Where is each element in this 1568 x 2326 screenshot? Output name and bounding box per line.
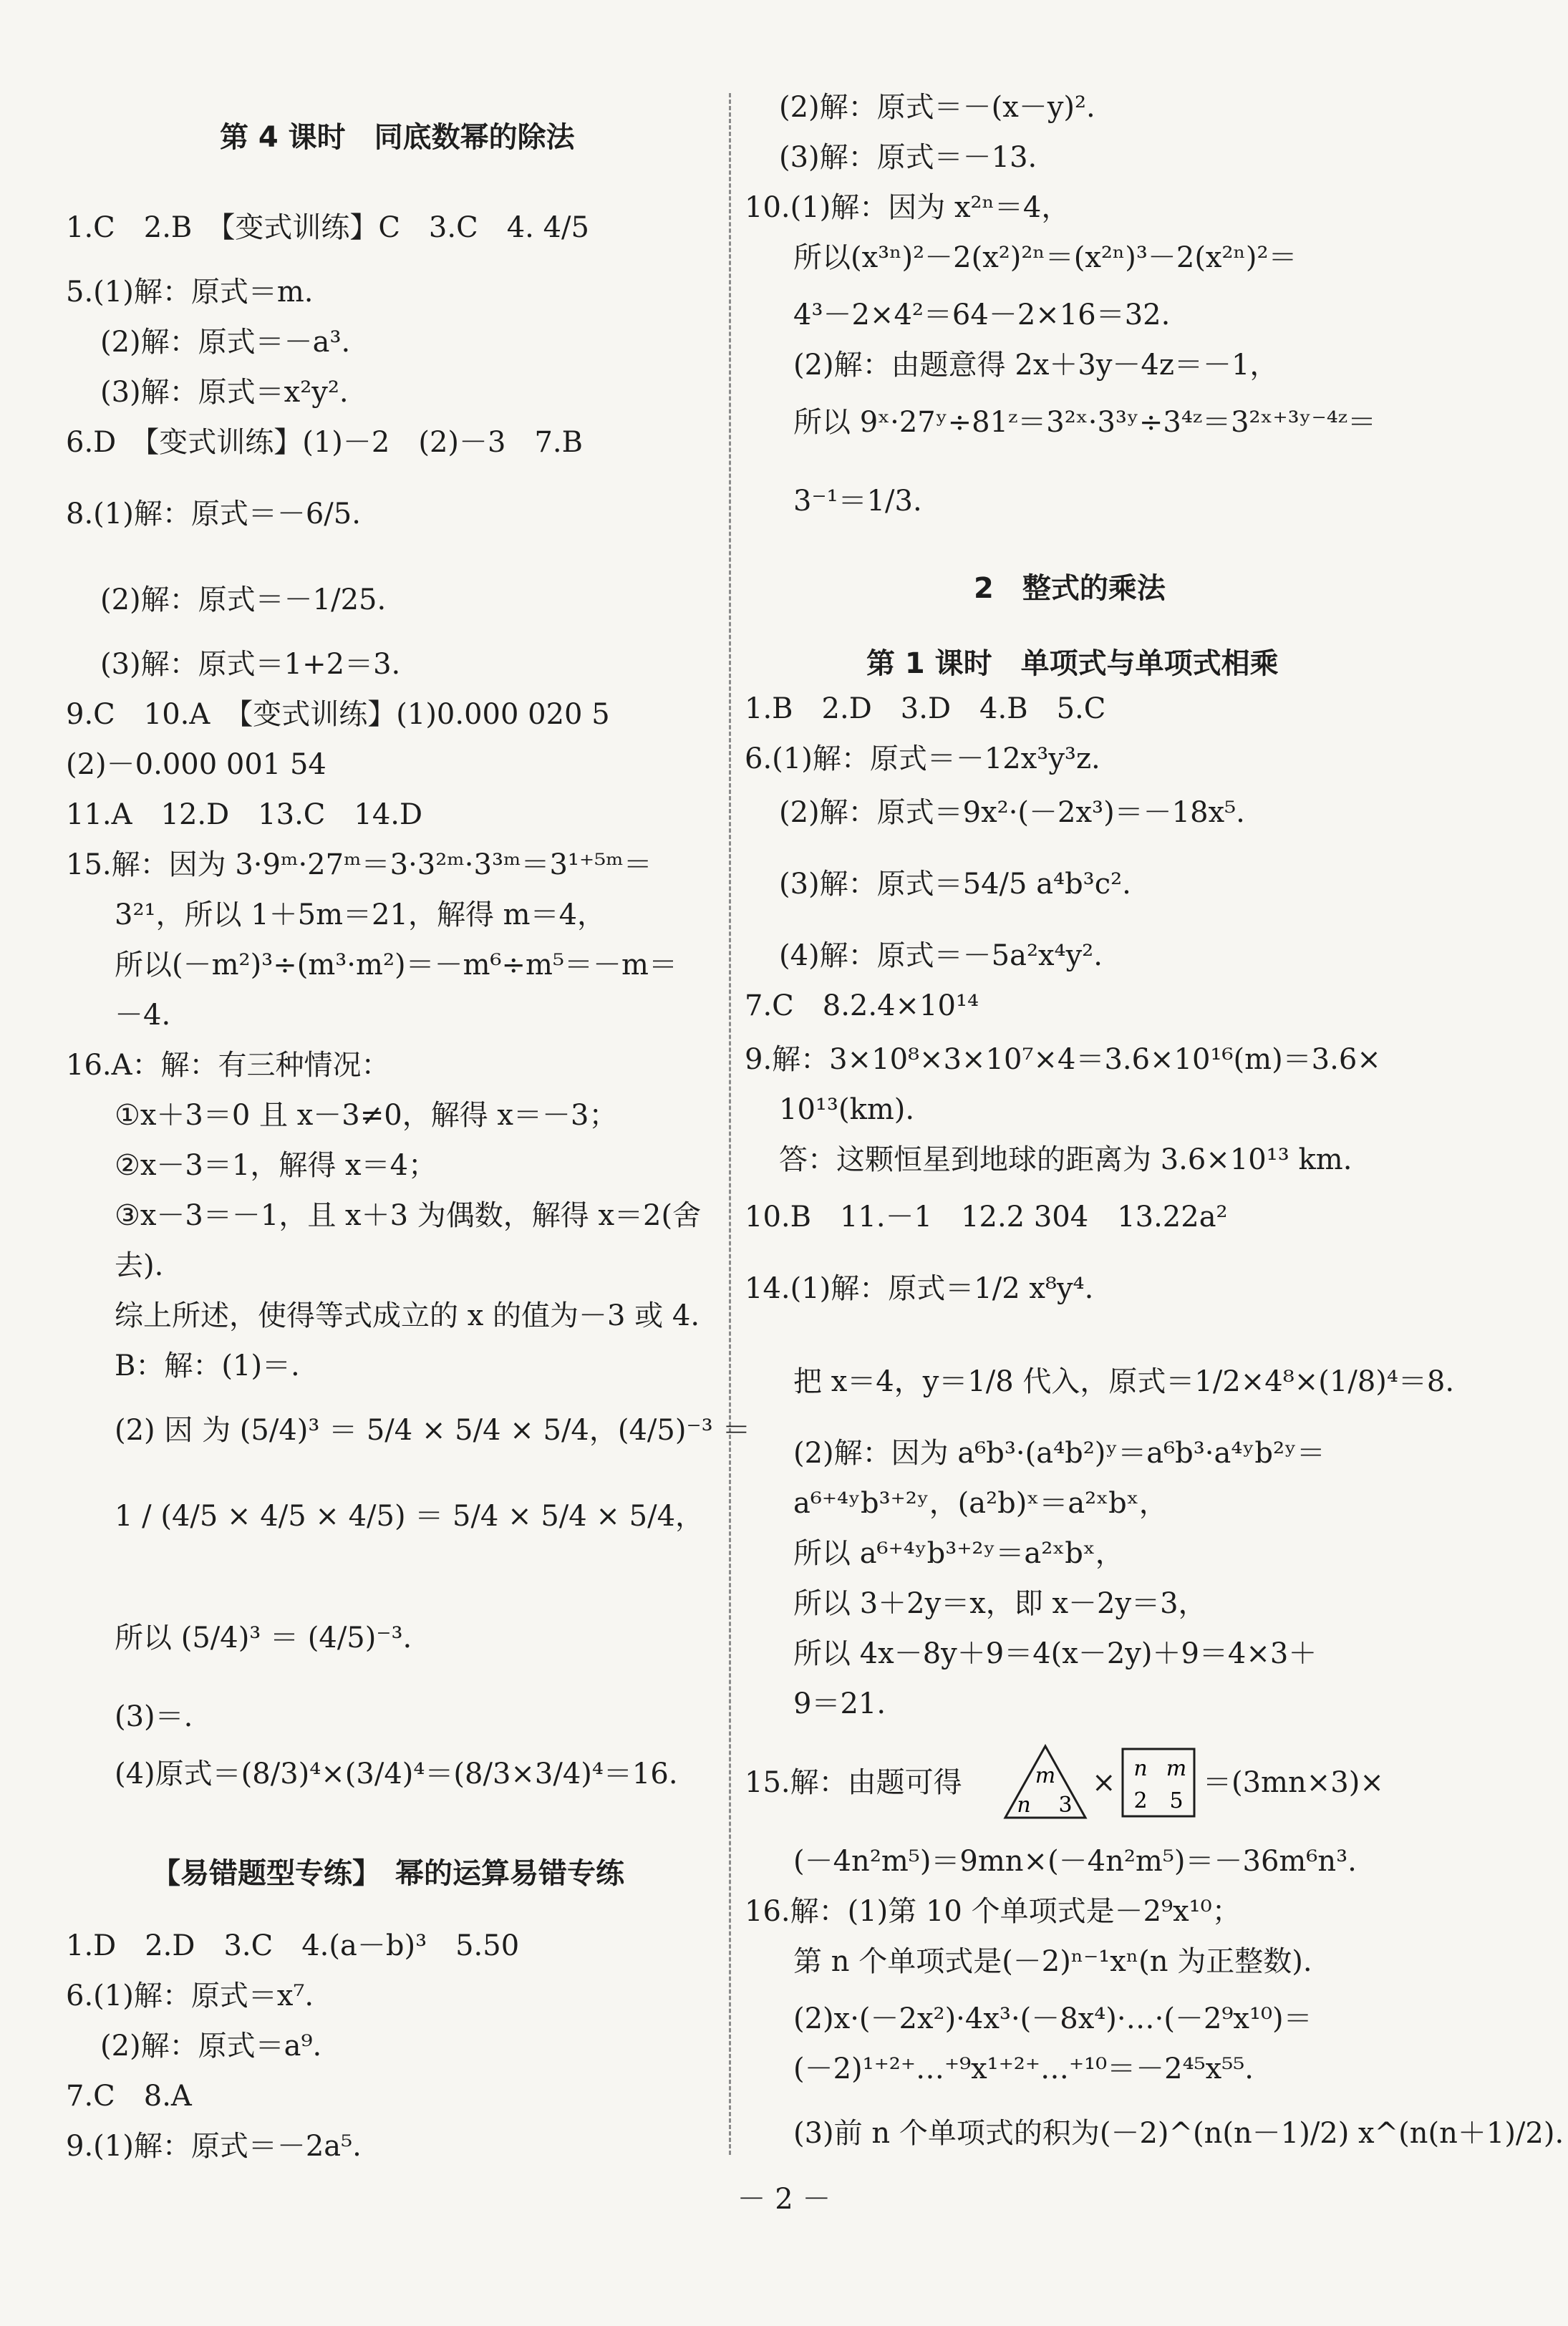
answer-line: 5.(1)解：原式＝m. [66, 276, 314, 309]
section-title: 第 4 课时 同底数幂的除法 [220, 121, 575, 154]
answer-line: 1.C 2.B 【变式训练】C 3.C 4. 4/5 [66, 211, 589, 244]
answer-line: 3⁻¹＝1/3. [793, 485, 922, 518]
answer-line: 10.B 11.－1 12.2 304 13.22a² [745, 1201, 1228, 1234]
answer-line: 1 / (4/5 × 4/5 × 4/5) ＝ 5/4 × 5/4 × 5/4， [115, 1500, 705, 1533]
answer-line: a⁶⁺⁴ʸb³⁺²ʸ，(a²b)ˣ＝a²ˣbˣ， [793, 1487, 1168, 1520]
answer-line: ①x＋3＝0 且 x－3≠0，解得 x＝－3； [115, 1099, 618, 1132]
answer-line: (2)x·(－2x²)·4x³·(－8x⁴)·…·(－2⁹x¹⁰)＝ [793, 2002, 1312, 2035]
answer-line: (3)解：原式＝1+2＝3. [100, 648, 401, 681]
chapter-title: 2 整式的乘法 [974, 572, 1166, 605]
answer-line: (2)解：原式＝－a³. [100, 326, 351, 359]
answer-line: 去). [115, 1249, 164, 1282]
answer-line: ③x－3＝－1，且 x＋3 为偶数，解得 x＝2(舍 [115, 1199, 702, 1232]
answer-line: (3)解：原式＝54/5 a⁴b³c². [779, 868, 1131, 901]
triangle-top-label: m [1035, 1763, 1056, 1788]
answer-line: (－2)¹⁺²⁺…⁺⁹x¹⁺²⁺…⁺¹⁰＝－2⁴⁵x⁵⁵. [793, 2053, 1254, 2085]
answer-line: (4)解：原式＝－5a²x⁴y². [779, 939, 1103, 972]
times-sign: × [1092, 1766, 1116, 1799]
answer-line: 所以 3＋2y＝x，即 x－2y＝3， [793, 1587, 1207, 1620]
box-bottom-right: 5 [1169, 1788, 1184, 1813]
answer-line: 7.C 8.A [66, 2080, 192, 2113]
answer-line: 9＝21. [793, 1687, 886, 1720]
answer-line: B：解：(1)＝. [115, 1349, 300, 1382]
answer-line: 9.C 10.A 【变式训练】(1)0.000 020 5 [66, 698, 610, 731]
answer-line: －4. [115, 999, 171, 1032]
answer-line: (3)解：原式＝－13. [779, 141, 1037, 174]
triangle-figure [1002, 1743, 1088, 1822]
answer-line: 10.(1)解：因为 x²ⁿ＝4， [745, 191, 1070, 224]
answer-line: 9.解：3×10⁸×3×10⁷×4＝3.6×10¹⁶(m)＝3.6× [745, 1043, 1381, 1076]
answer-line: 所以 9ˣ·27ʸ÷81ᶻ＝3²ˣ·3³ʸ÷3⁴ᶻ＝3²ˣ⁺³ʸ⁻⁴ᶻ＝ [793, 406, 1376, 439]
answer-line: 所以(－m²)³÷(m³·m²)＝－m⁶÷m⁵＝－m＝ [115, 949, 677, 982]
answer-line: 答：这颗恒星到地球的距离为 3.6×10¹³ km. [779, 1143, 1352, 1176]
answer-line: (2)解：原式＝－1/25. [100, 583, 387, 616]
triangle-left-label: n [1017, 1793, 1031, 1818]
answer-line: 所以 (5/4)³ ＝ (4/5)⁻³. [115, 1622, 412, 1654]
answer-line: (3)前 n 个单项式的积为(－2)^(n(n－1)/2) x^(n(n＋1)/2). [793, 2117, 1564, 2150]
answer-line: 8.(1)解：原式＝－6/5. [66, 498, 361, 530]
triangle-right-label: 3 [1058, 1793, 1073, 1818]
answer-line: 1.D 2.D 3.C 4.(a－b)³ 5.50 [66, 1929, 520, 1962]
answer-line: (2)解：原式＝9x²·(－2x³)＝－18x⁵. [779, 796, 1245, 829]
answer-line: 15.解：由题可得 [745, 1766, 962, 1799]
answer-line: 9.(1)解：原式＝－2a⁵. [66, 2130, 362, 2163]
answer-line: (2)解：原式＝－(x－y)². [779, 91, 1095, 124]
box-bottom-left: 2 [1133, 1788, 1148, 1813]
answer-line: 所以(x³ⁿ)²－2(x²)²ⁿ＝(x²ⁿ)³－2(x²ⁿ)²＝ [793, 241, 1297, 274]
answer-line: 16.解：(1)第 10 个单项式是－2⁹x¹⁰； [745, 1895, 1241, 1928]
answer-line: ②x－3＝1，解得 x＝4； [115, 1149, 437, 1182]
answer-line: (2)解：由题意得 2x＋3y－4z＝－1， [793, 349, 1279, 382]
answer-line: 6.(1)解：原式＝－12x³y³z. [745, 742, 1100, 775]
answer-line: 6.D 【变式训练】(1)－2 (2)－3 7.B [66, 426, 584, 459]
section-title: 第 1 课时 单项式与单项式相乘 [866, 647, 1279, 680]
section-title: 【易错题型专练】 幂的运算易错专练 [152, 1857, 624, 1890]
answer-line: 1.B 2.D 3.D 4.B 5.C [745, 692, 1106, 725]
answer-line: 10¹³(km). [779, 1093, 915, 1126]
answer-line: 16.A：解：有三种情况： [66, 1049, 390, 1082]
answer-line: 所以 a⁶⁺⁴ʸb³⁺²ʸ＝a²ˣbˣ， [793, 1537, 1124, 1570]
answer-line: 3²¹，所以 1＋5m＝21，解得 m＝4， [115, 898, 606, 931]
answer-line: 11.A 12.D 13.C 14.D [66, 798, 423, 831]
answer-line: 把 x＝4，y＝1/8 代入，原式＝1/2×4⁸×(1/8)⁴＝8. [793, 1365, 1455, 1398]
answer-line: (2)解：因为 a⁶b³·(a⁴b²)ʸ＝a⁶b³·a⁴ʸb²ʸ＝ [793, 1437, 1325, 1470]
answer-line: 4³－2×4²＝64－2×16＝32. [793, 299, 1171, 331]
answer-line: 6.(1)解：原式＝x⁷. [66, 1979, 314, 2012]
answer-line: (3)解：原式＝x²y². [100, 376, 349, 409]
page-number: － 2 － [737, 2183, 831, 2216]
answer-line: (3)＝. [115, 1700, 193, 1733]
answer-line: 15.解：因为 3·9ᵐ·27ᵐ＝3·3²ᵐ·3³ᵐ＝3¹⁺⁵ᵐ＝ [66, 848, 652, 881]
box-top-right: m [1166, 1756, 1187, 1781]
answer-line: 所以 4x－8y＋9＝4(x－2y)＋9＝4×3＋ [793, 1637, 1317, 1670]
answer-line: 14.(1)解：原式＝1/2 x⁸y⁴. [745, 1272, 1094, 1305]
answer-line: (2) 因 为 (5/4)³ ＝ 5/4 × 5/4 × 5/4，(4/5)⁻³ ＝ [115, 1414, 751, 1447]
answer-line: 第 n 个单项式是(－2)ⁿ⁻¹xⁿ(n 为正整数). [793, 1945, 1312, 1978]
answer-line: ＝(3mn×3)× [1203, 1766, 1384, 1799]
answer-line: (4)原式＝(8/3)⁴×(3/4)⁴＝(8/3×3/4)⁴＝16. [115, 1758, 678, 1790]
answer-line: (－4n²m⁵)＝9mn×(－4n²m⁵)＝－36m⁶n³. [793, 1845, 1357, 1878]
answer-line: (2)－0.000 001 54 [66, 748, 326, 781]
box-top-left: n [1133, 1756, 1148, 1781]
answer-line: 综上所述，使得等式成立的 x 的值为－3 或 4. [115, 1299, 700, 1332]
column-divider [729, 93, 731, 2155]
box-figure [1121, 1747, 1196, 1818]
answer-line: 7.C 8.2.4×10¹⁴ [745, 989, 979, 1022]
answer-line: (2)解：原式＝a⁹. [100, 2030, 322, 2063]
